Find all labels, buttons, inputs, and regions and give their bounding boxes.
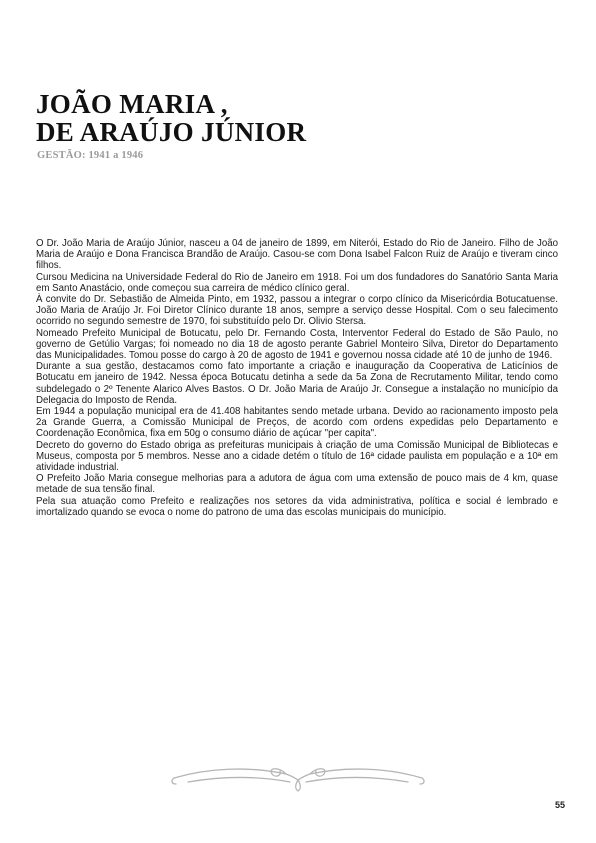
flourish-ornament-icon [168,758,428,794]
paragraph: O Dr. João Maria de Araújo Júnior, nasceu a 04 de janeiro de 1899, em Niterói, Estado do Rio de Janeiro. Filho de João Maria de Araújo e Dona Francisca Brandão de Araújo. Casou-se com Dona Isabel Falcon Ruiz de Araújo e tiveram cinco filhos. [36,238,558,272]
paragraph: Nomeado Prefeito Municipal de Botucatu, pelo Dr. Fernando Costa, Interventor Federal do Estado de São Paulo, no governo de Getúlio Vargas; foi nomeado no dia 18 de agosto perante Gabriel Monteiro Silva, Diretor do Departamento das Municipalidades. Tomou posse do cargo à 20 de agosto de 1941 e governou nossa cidade até 10 de junho de 1946. [36,327,558,362]
paragraph: À convite do Dr. Sebastião de Almeida Pinto, em 1932, passou a integrar o corpo clínico da Misericórdia Botucatuense. João Maria de Araújo Jr. Foi Diretor Clínico durante 18 anos, sempre a serviço desse Hospital. Com o seu falecimento ocorrido no segundo semestre de 1970, foi substituído pelo Dr. Olivio Stersa. [36,294,558,328]
paragraph: Cursou Medicina na Universidade Federal do Rio de Janeiro em 1918. Foi um dos fundadores do Sanatório Santa Maria em Santo Anastácio, onde começou sua carreira de médico clínico geral. [36,271,558,294]
page-title [36,90,306,146]
page-number: 55 [555,800,566,810]
paragraph: Em 1944 a população municipal era de 41.408 habitantes sendo metade urbana. Devido ao racionamento imposto pela 2a Grande Guerra, a Comissão Municipal de Preços, de acordo com ordens expedidas pelo Departamento e Coordenação Econômica, fixa em 50g o consumo diário de açúcar "per capita". [36,406,558,440]
paragraph: Durante a sua gestão, destacamos como fato importante a criação e inauguração da Cooperativa de Laticínios de Botucatu em janeiro de 1942. Nessa época Botucatu detinha a sede da 5a Zona de Recrutamento Militar, tendo como subdelegado o 2º Tenente Alarico Alves Bastos. O Dr. João Maria de Araújo Jr. Consegue a instalação no município da Delegacia do Imposto de Renda. [36,361,558,406]
term-subtitle: GESTÃO: 1941 a 1946 [37,150,144,161]
title-line-1: JOÃO MARIA , [36,89,228,119]
title-line-2: DE ARAÚJO JÚNIOR [36,117,307,147]
paragraph: Decreto do governo do Estado obriga as prefeituras municipais à criação de uma Comissão Municipal de Bibliotecas e Museus, composta por 5 membros. Nesse ano a cidade detém o título de 16ª cidade paulista em população e a 10ª em atividade industrial. [36,439,558,474]
paragraph: Pela sua atuação como Prefeito e realizações nos setores da vida administrativa, política e social é lembrado e imortalizado quando se evoca o nome do patrono de uma das escolas municipais do município. [36,495,558,518]
paragraph: O Prefeito João Maria consegue melhorias para a adutora de água com uma extensão de pouco mais de 4 km, quase metade de sua tensão final. [36,473,558,496]
biography-text [36,238,558,518]
